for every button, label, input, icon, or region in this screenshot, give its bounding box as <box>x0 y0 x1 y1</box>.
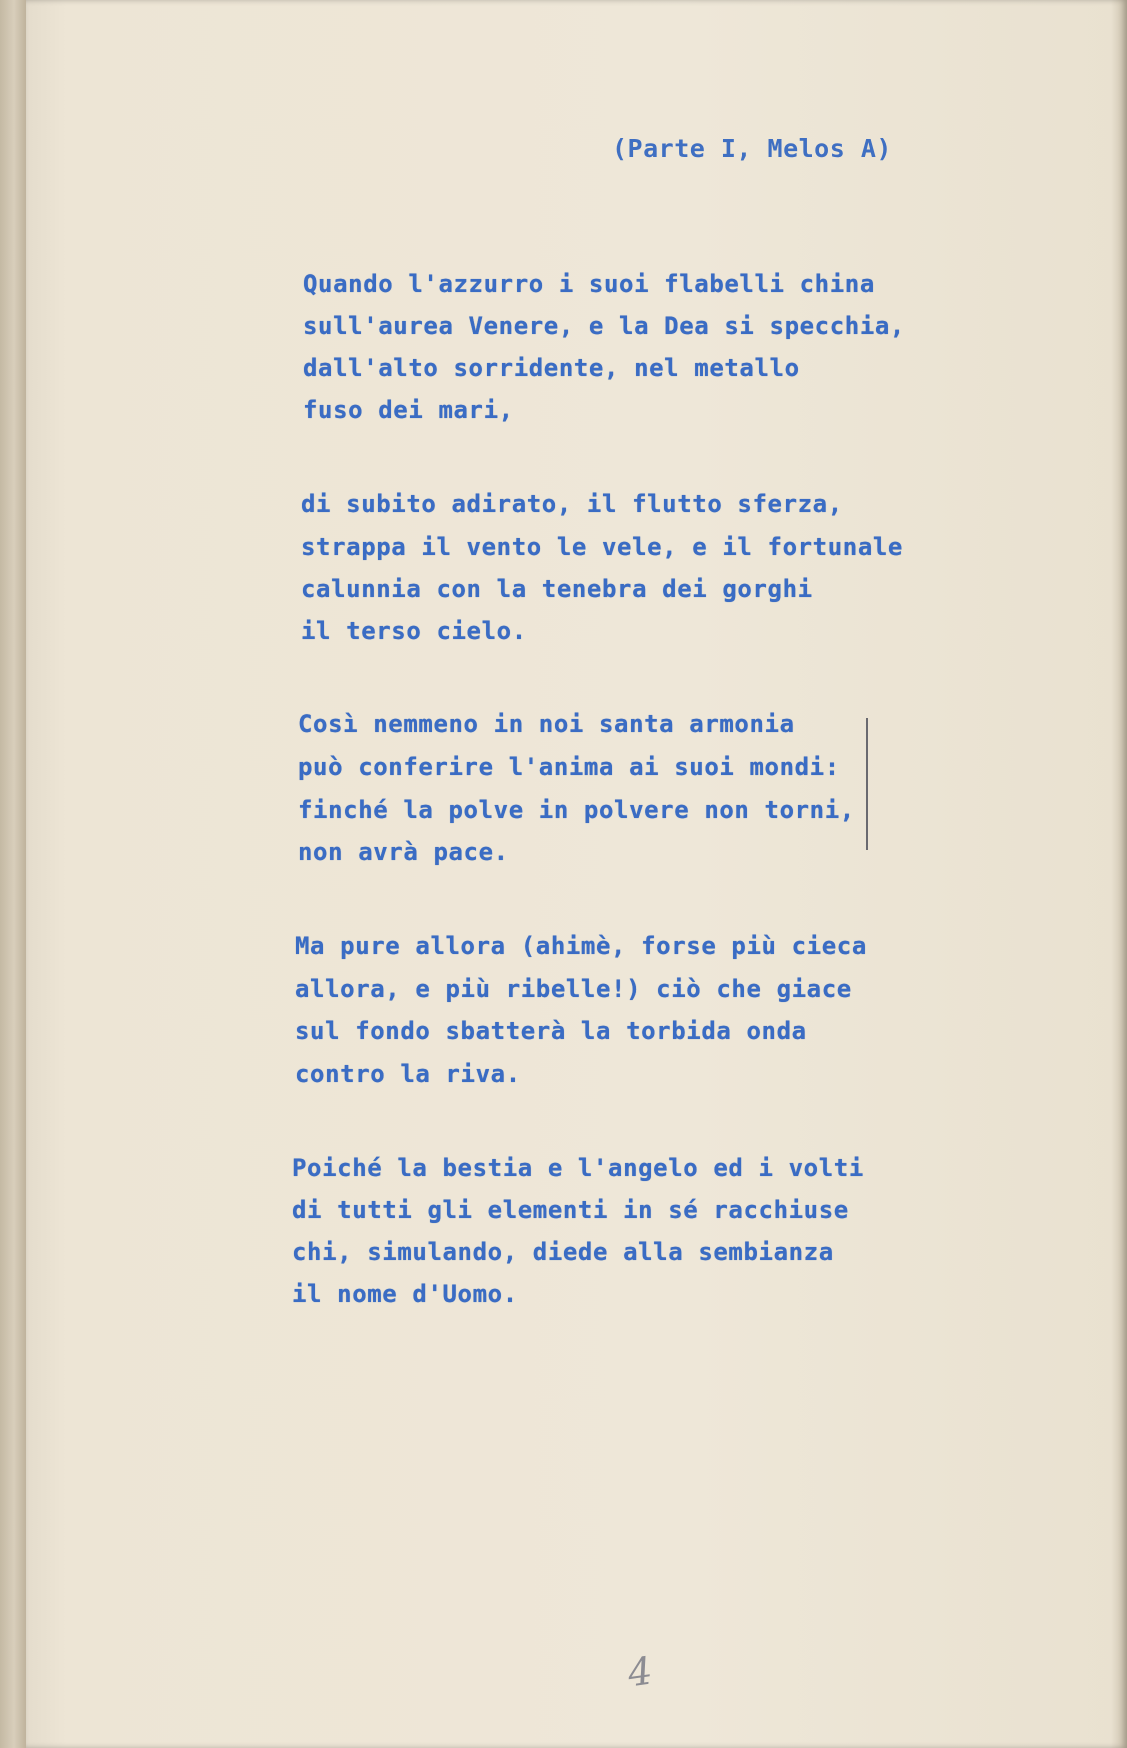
verse-line: calunnia con la tenebra dei gorghi <box>301 575 813 603</box>
paper-sheet <box>26 0 1127 1748</box>
verse-line: finché la polve in polvere non torni, <box>298 796 855 824</box>
verse-line: strappa il vento le vele, e il fortunale <box>301 533 903 561</box>
section-header: (Parte I, Melos A) <box>612 134 892 163</box>
page-right-edge <box>1111 0 1127 1748</box>
verse-line: sull'aurea Venere, e la Dea si specchia, <box>303 312 905 340</box>
verse-line: fuso dei mari, <box>303 396 514 424</box>
verse-line: contro la riva. <box>295 1060 521 1088</box>
verse-line: Così nemmeno in noi santa armonia <box>298 710 795 738</box>
verse-line: Quando l'azzurro i suoi flabelli china <box>303 270 875 298</box>
verse-line: chi, simulando, diede alla sembianza <box>292 1238 834 1266</box>
verse-line: il terso cielo. <box>301 617 527 645</box>
verse-line: di tutti gli elementi in sé racchiuse <box>292 1196 849 1224</box>
handwritten-page-number: 4 <box>625 1648 656 1696</box>
verse-line: può conferire l'anima ai suoi mondi: <box>298 753 840 781</box>
page-spine-edge <box>0 0 26 1748</box>
verse-line: il nome d'Uomo. <box>292 1280 518 1308</box>
verse-line: Ma pure allora (ahimè, forse più cieca <box>295 932 867 960</box>
verse-line: non avrà pace. <box>298 838 509 866</box>
verse-line: sul fondo sbatterà la torbida onda <box>295 1017 807 1045</box>
verse-line: di subito adirato, il flutto sferza, <box>301 490 843 518</box>
verse-line: allora, e più ribelle!) ciò che giace <box>295 975 852 1003</box>
verse-line: Poiché la bestia e l'angelo ed i volti <box>292 1154 864 1182</box>
verse-line: dall'alto sorridente, nel metallo <box>303 354 800 382</box>
margin-line-mark <box>866 718 868 850</box>
